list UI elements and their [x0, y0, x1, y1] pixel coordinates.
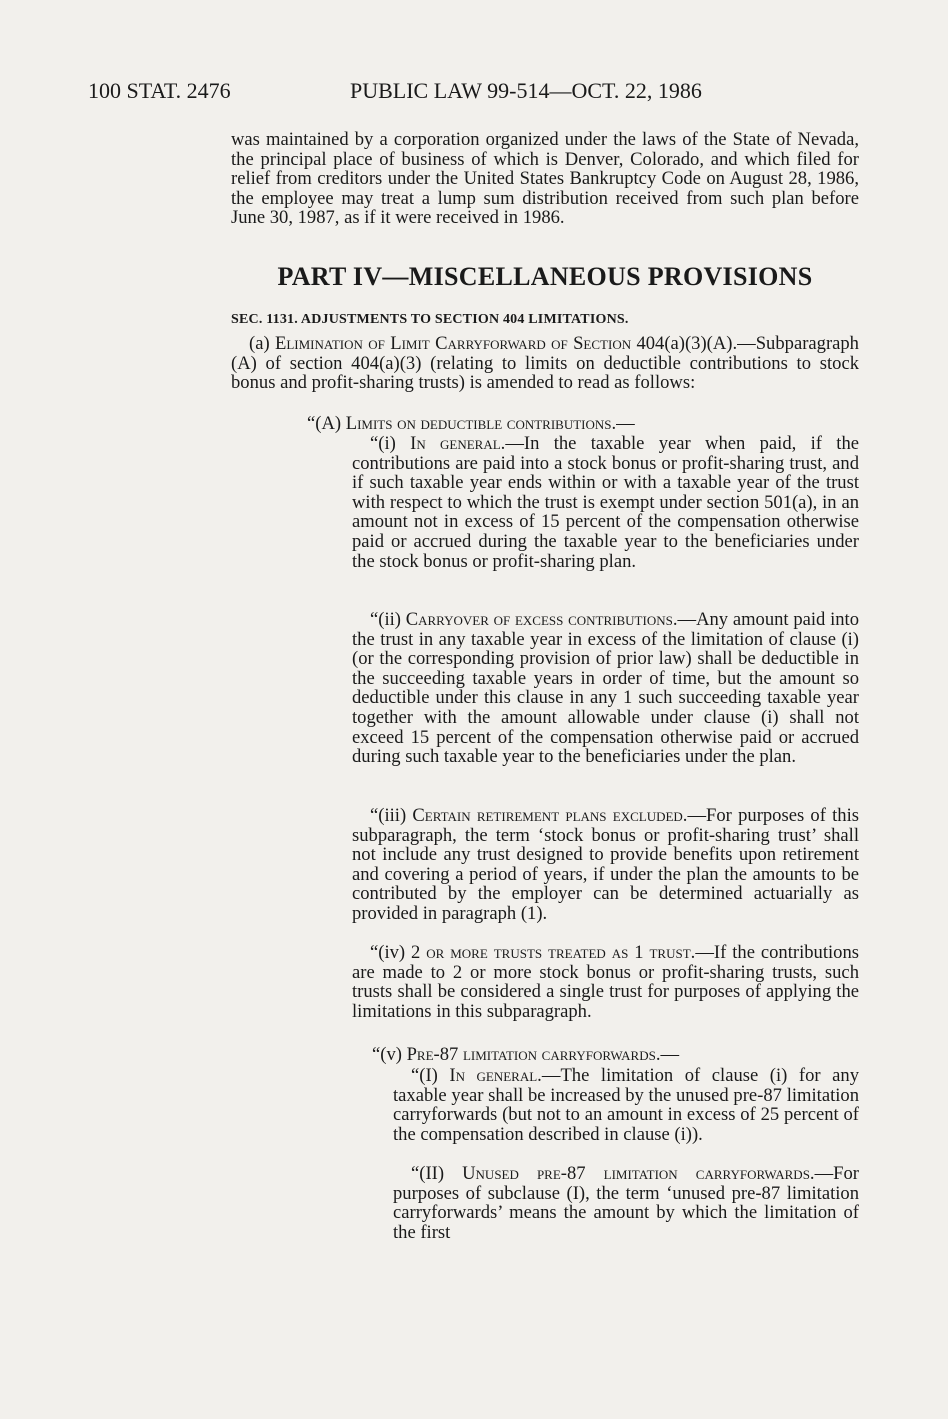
subclause-II-text: —For purposes of subclause (I), the term ‘unused pre-87 limitation carryforwards’ means the amount by which the limitation of the first: [393, 1163, 860, 1243]
public-law-citation: PUBLIC LAW 99-514—OCT. 22, 1986: [350, 78, 702, 103]
subparagraph-A-label: “(A): [307, 413, 346, 434]
subclause-I: [393, 1066, 859, 1144]
clause-v-caption: Pre-87 limitation carryforwards.—: [406, 1044, 680, 1065]
subsection-a-text: 404(a)(3)(A).—Subparagraph (A) of section 404(a)(3) (relating to limits on deductible contributions to stock bonus and profit-sharing trusts) is amended to read as follows:: [231, 333, 859, 394]
statute-page-reference: 100 STAT. 2476: [88, 78, 231, 103]
subsection-a-label: (a): [249, 333, 275, 354]
section-heading: SEC. 1131. ADJUSTMENTS TO SECTION 404 LIMITATIONS.: [231, 312, 629, 327]
subsection-a: [231, 334, 859, 393]
clause-i-text: —In the taxable year when paid, if the contributions are paid into a stock bonus or profit-sharing trust, and if such taxable year ends within or with a taxable year of the trust with respect to which the trust is exempt under section 501(a), in an amount not in excess of 15 percent of the compensation otherwise paid or accrued during the taxable year to the beneficiaries under the stock bonus or profit-sharing plan.: [352, 433, 859, 572]
clause-iv: [352, 943, 859, 1021]
intro-paragraph: was maintained by a corporation organized under the laws of the State of Nevada, the principal place of business of which is Denver, Colorado, and which filed for relief from creditors under the United States Bankruptcy Code on August 28, 1986, the employee may treat a lump sum distribution received from such plan before June 30, 1987, as if it were received in 1986.: [231, 129, 859, 229]
clause-iii-text: —For purposes of this subparagraph, the term ‘stock bonus or profit-sharing trust’ shall not include any trust designed to provide benefits upon retirement and covering a period of years, if under the plan the amounts to be contributed by the employer can be determined actuarially as provided in paragraph (1).: [352, 805, 859, 924]
clause-iv-label: “(iv) 2: [370, 942, 427, 963]
subclause-II: [393, 1164, 859, 1242]
subsection-a-caption: Elimination of Limit Carryforward of Section: [275, 333, 632, 354]
subparagraph-A: [307, 414, 859, 434]
clause-iii-label: “(iii): [370, 805, 413, 826]
clause-iv-caption: or more trusts treated as 1 trust.: [426, 942, 696, 963]
subclause-I-text: —The limitation of clause (i) for any taxable year shall be increased by the unused pre-87 limitation carryforwards (but not to an amount in excess of 25 percent of the compensation described in clause (i)).: [393, 1065, 859, 1145]
subclause-II-caption: Unused pre-87 limitation carryforwards.: [462, 1163, 815, 1184]
clause-ii-label: “(ii): [370, 609, 406, 630]
part-title: PART IV—MISCELLANEOUS PROVISIONS: [277, 262, 813, 291]
subparagraph-A-caption: Limits on deductible contributions.—: [345, 413, 635, 434]
subclause-I-label: “(I): [411, 1065, 450, 1086]
clause-v-label: “(v): [372, 1044, 407, 1065]
subclause-II-label: “(II): [411, 1163, 463, 1184]
clause-v: [372, 1045, 679, 1065]
clause-i-label: “(i): [370, 433, 411, 454]
page-header: [88, 78, 888, 108]
clause-iii: [352, 806, 859, 924]
clause-ii-text: —Any amount paid into the trust in any taxable year in excess of the limitation of clause (i) (or the corresponding provision of prior law) shall be deductible in the succeeding taxable years in order of time, but the amount so deductible under this clause in any 1 such succeeding taxable year together with the amount allowable under clause (i) shall not exceed 15 percent of the compensation otherwise paid or accrued during such taxable year to the beneficiaries under the plan.: [352, 609, 859, 768]
subclause-I-caption: In general.: [449, 1065, 542, 1086]
clause-iii-caption: Certain retirement plans excluded.: [412, 805, 688, 826]
clause-ii-caption: Carryover of excess contributions.: [405, 609, 678, 630]
clause-ii: [352, 610, 859, 767]
clause-i: [352, 434, 859, 571]
clause-iv-text: —If the contributions are made to 2 or more stock bonus or profit-sharing trusts, such trusts shall be considered a single trust for purposes of applying the limitations in this subparagraph.: [352, 942, 859, 1022]
clause-i-caption: In general.: [410, 433, 506, 454]
